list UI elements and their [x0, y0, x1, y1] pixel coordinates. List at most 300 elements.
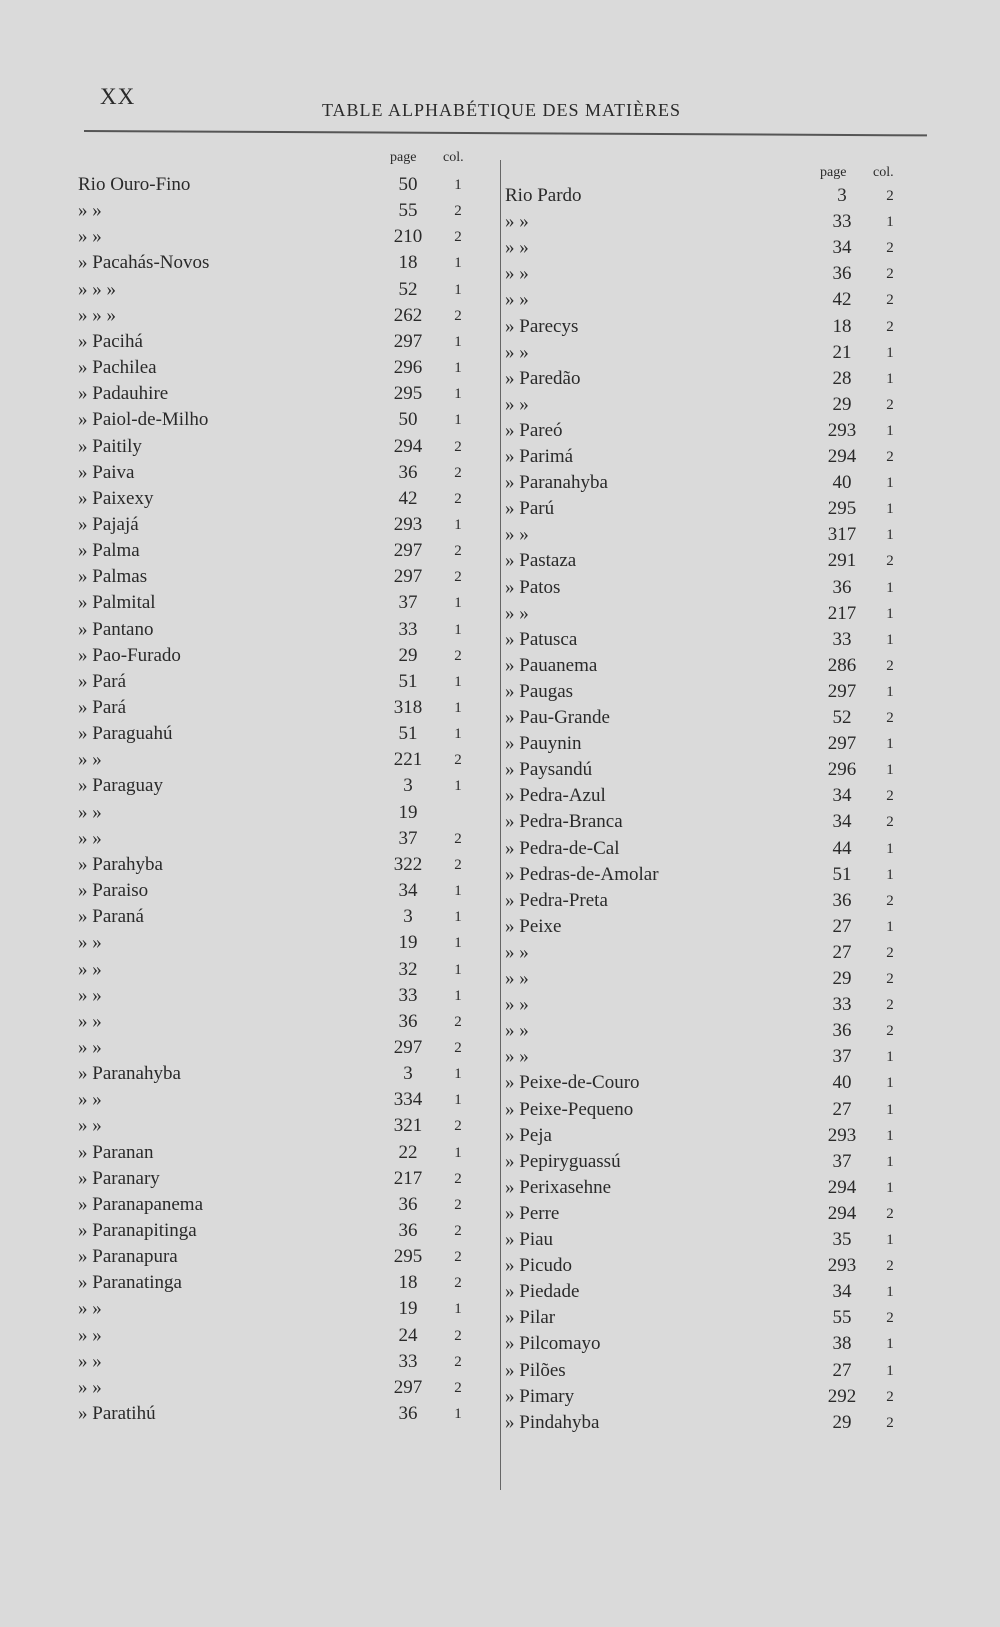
entry-name-text: » Paraná — [78, 906, 148, 927]
entry-col: 1 — [454, 281, 462, 298]
entry-page: 50 — [398, 409, 418, 431]
entry-name — [505, 392, 797, 418]
entry-name — [505, 1227, 797, 1253]
entry-page: 36 — [398, 1403, 418, 1425]
entry-page: 37 — [398, 592, 418, 614]
entry-name — [78, 1140, 358, 1166]
entry-name — [78, 617, 358, 643]
page-title: TABLE ALPHABÉTIQUE DES MATIÈRES — [322, 100, 682, 120]
entry-page: 297 — [393, 540, 423, 562]
entry-col: 2 — [454, 1118, 462, 1135]
entry-page: 322 — [393, 853, 423, 875]
entry-name — [78, 329, 358, 355]
entry-col: 1 — [886, 840, 894, 857]
entry-col: 1 — [886, 762, 894, 779]
entry-page: 44 — [832, 837, 852, 859]
entry-col: 1 — [454, 700, 462, 716]
entry-name-text: » » — [78, 226, 106, 247]
entry-col: 2 — [886, 188, 894, 204]
entry-page: 28 — [832, 367, 852, 389]
entry-col: 2 — [454, 229, 462, 246]
entry-name-text: » Peixe-de-Couro — [505, 1072, 644, 1093]
entry-page: 18 — [398, 1272, 418, 1294]
entry-page: 297 — [827, 680, 857, 702]
entry-page: 296 — [827, 759, 857, 781]
entry-page: 36 — [398, 1220, 418, 1241]
entry-page: 34 — [832, 811, 852, 833]
col-header-label: col. — [873, 165, 894, 180]
entry-col: 1 — [886, 1179, 894, 1196]
entry-name — [78, 773, 358, 799]
entry-page: 52 — [832, 707, 852, 728]
entry-name — [78, 721, 358, 747]
entry-name-text: » » — [505, 237, 533, 258]
entry-col: 1 — [886, 501, 894, 518]
entry-name-text: Rio Ouro-Fino — [78, 174, 194, 195]
entry-col: 2 — [886, 396, 894, 413]
entry-col: 1 — [454, 255, 462, 272]
entry-name-text: » Pauynin — [505, 733, 586, 754]
entry-name — [78, 695, 358, 721]
entry-name — [505, 548, 797, 574]
entry-name — [78, 1009, 358, 1035]
entry-page: 286 — [827, 654, 857, 676]
entry-name — [505, 1149, 797, 1175]
entry-name — [78, 826, 358, 852]
entry-col: 1 — [886, 866, 894, 883]
entry-col: 1 — [454, 987, 462, 1004]
entry-col: 2 — [886, 292, 894, 309]
entry-page: 35 — [832, 1229, 852, 1250]
entry-name-text: » Parecys — [505, 316, 582, 337]
entry-page: 294 — [393, 435, 423, 457]
entry-name — [78, 1113, 358, 1139]
entry-col: 2 — [454, 856, 462, 873]
entry-page: 33 — [398, 984, 418, 1006]
entry-name — [78, 381, 358, 407]
entry-col: 1 — [886, 1232, 894, 1248]
entry-name-text: » » — [78, 1377, 106, 1398]
entry-name-text: » Paranapitinga — [78, 1220, 201, 1241]
entry-page: 27 — [832, 941, 852, 963]
entry-col: 1 — [454, 333, 462, 350]
entry-page: 52 — [398, 278, 418, 300]
entry-page: 33 — [832, 628, 852, 650]
entry-page: 18 — [398, 252, 418, 274]
entry-col: 1 — [454, 1144, 462, 1161]
entry-name-text: » Peixe — [505, 916, 565, 937]
entry-page: 297 — [393, 330, 423, 352]
entry-col: 1 — [886, 683, 894, 700]
entry-page: 36 — [832, 889, 852, 911]
entry-name-text: » Pedra-Preta — [505, 890, 612, 911]
entry-page: 295 — [393, 383, 423, 405]
entry-page: 221 — [393, 749, 423, 771]
entry-name-text: » Paranahyba — [78, 1063, 185, 1084]
entry-name-text: » » — [505, 263, 533, 284]
entry-name — [78, 1375, 358, 1401]
entry-page: 27 — [832, 1098, 852, 1120]
entry-col: 2 — [454, 1327, 462, 1344]
entry-name — [78, 747, 358, 773]
entry-name — [78, 1087, 358, 1113]
entry-page: 27 — [832, 1359, 852, 1381]
entry-name-text: » » — [505, 1046, 533, 1067]
entry-name — [78, 904, 358, 930]
entry-name-text: » » — [78, 1037, 106, 1058]
entry-page: 295 — [827, 498, 857, 520]
entry-col: 1 — [886, 1075, 894, 1092]
entry-page: 34 — [832, 785, 852, 807]
entry-name — [78, 930, 358, 956]
entry-name — [78, 355, 358, 381]
page-header-label: page — [820, 165, 847, 180]
entry-name-text: » Pacahás-Novos — [78, 252, 213, 273]
entry-name — [505, 809, 797, 835]
entry-col: 1 — [454, 621, 462, 638]
entry-name-text: » Pacihá — [78, 331, 147, 352]
entry-name-text: » Pantano — [78, 619, 157, 640]
entry-page: 3 — [403, 775, 413, 797]
entry-page: 51 — [832, 863, 852, 885]
entry-name — [78, 1218, 358, 1244]
entry-name-text: » » — [505, 394, 533, 415]
entry-name — [78, 224, 358, 250]
entry-name-text: » Pareó — [505, 420, 567, 441]
entry-name-text: » Parimá — [505, 446, 577, 467]
entry-name-text: » » — [78, 802, 106, 823]
entry-name — [78, 1035, 358, 1061]
entry-col: 2 — [886, 788, 894, 805]
entry-col: 2 — [886, 814, 894, 831]
header-rule — [84, 130, 927, 136]
entry-name — [78, 172, 358, 198]
entry-name-text: » Pindahyba — [505, 1412, 603, 1433]
entry-name-text: » Pilões — [505, 1360, 570, 1381]
entry-name-text: » » — [78, 1115, 106, 1136]
entry-name — [78, 564, 358, 590]
entry-name — [505, 679, 797, 705]
entry-col: 2 — [454, 1353, 462, 1370]
entry-name — [505, 1097, 797, 1123]
entry-page: 37 — [398, 827, 418, 849]
entry-name-text: » » — [78, 1351, 106, 1372]
entry-name-text: » Paugas — [505, 681, 577, 702]
entry-name — [505, 1175, 797, 1201]
entry-page: 42 — [832, 289, 852, 311]
entry-name-text: » » — [505, 524, 533, 545]
entry-page: 42 — [398, 487, 418, 509]
entry-name — [505, 1305, 797, 1331]
entry-col: 2 — [886, 944, 894, 961]
entry-page: 38 — [832, 1333, 852, 1355]
entry-name — [78, 512, 358, 538]
entry-name-text: » » — [78, 1011, 106, 1032]
entry-name — [78, 669, 358, 695]
entry-name-text: » » — [78, 1325, 106, 1346]
entry-col: 1 — [454, 595, 462, 612]
entry-name-text: » Pedra-Azul — [505, 785, 610, 806]
entry-name — [78, 852, 358, 878]
entry-page: 36 — [832, 1020, 852, 1042]
entry-col: 2 — [454, 1249, 462, 1266]
entry-name — [505, 1044, 797, 1070]
entry-name — [505, 522, 797, 548]
entry-col: 2 — [454, 830, 462, 847]
entry-name — [78, 590, 358, 616]
entry-name-text: » Pedra-de-Cal — [505, 838, 623, 859]
entry-page: 18 — [832, 315, 852, 337]
entry-page: 22 — [398, 1141, 418, 1163]
entry-page: 19 — [398, 1298, 418, 1320]
entry-name — [505, 314, 797, 340]
entry-name-text: » Palma — [78, 540, 144, 561]
entry-col: 1 — [454, 1092, 462, 1109]
entry-col: 2 — [886, 657, 894, 674]
entry-name-text: » Paranary — [78, 1168, 164, 1189]
entry-name-text: » Paiol-de-Milho — [78, 409, 212, 430]
entry-page: 29 — [398, 644, 418, 666]
entry-page: 32 — [398, 958, 418, 980]
entry-page: 55 — [398, 200, 418, 222]
entry-page: 40 — [832, 1072, 852, 1094]
entry-name — [78, 1349, 358, 1375]
entry-name-text: » » — [505, 1020, 533, 1041]
entry-col: 2 — [454, 1039, 462, 1056]
entry-col: 1 — [886, 422, 894, 439]
entry-name-text: » » — [78, 1298, 106, 1319]
entry-name-text: » » — [78, 828, 106, 849]
entry-name-text: » Pepiryguassú — [505, 1151, 625, 1172]
entry-page: 317 — [827, 524, 857, 546]
entry-name — [78, 538, 358, 564]
entry-name — [505, 836, 797, 862]
entry-page: 297 — [393, 1376, 423, 1398]
entry-col: 2 — [454, 1196, 462, 1213]
entry-col: 2 — [454, 307, 462, 324]
entry-page: 217 — [393, 1167, 423, 1189]
entry-name — [78, 643, 358, 669]
entry-name-text: » Paiva — [78, 462, 138, 483]
entry-name-text: Rio Pardo — [505, 185, 586, 206]
entry-col: 1 — [886, 1101, 894, 1118]
entry-col: 2 — [886, 892, 894, 909]
entry-name-text: » » » — [78, 305, 120, 326]
entry-page: 19 — [398, 932, 418, 954]
entry-col: 2 — [454, 752, 462, 769]
entry-col: 1 — [454, 1066, 462, 1083]
entry-name — [505, 1253, 797, 1279]
entry-page: 294 — [827, 1176, 857, 1198]
entry-col: 1 — [454, 726, 462, 743]
entry-page: 217 — [827, 602, 857, 624]
entry-name-text: » Pilcomayo — [505, 1333, 605, 1354]
entry-page: 293 — [827, 1255, 857, 1277]
entry-name-text: » Pedra-Branca — [505, 811, 627, 832]
entry-page: 318 — [393, 697, 423, 718]
entry-page: 33 — [398, 618, 418, 640]
entry-name-text: » » — [505, 968, 533, 989]
entry-name-text: » » — [78, 200, 106, 221]
entry-col: 2 — [454, 543, 462, 560]
entry-col: 1 — [886, 214, 894, 231]
entry-name-text: » » — [505, 289, 533, 310]
entry-name — [78, 1192, 358, 1218]
entry-name-text: » Pimary — [505, 1386, 578, 1407]
entry-name — [78, 1270, 358, 1296]
entry-col: 1 — [454, 673, 462, 690]
entry-col: 2 — [886, 266, 894, 283]
entry-name — [78, 1061, 358, 1087]
entry-name — [505, 653, 797, 679]
entry-name-text: » » — [505, 211, 533, 232]
entry-name-text: » Paranapura — [78, 1246, 182, 1267]
entry-name — [505, 783, 797, 809]
entry-col: 2 — [886, 997, 894, 1014]
entry-name-text: » Pao-Furado — [78, 645, 185, 666]
entry-name — [78, 407, 358, 433]
page-number: XX — [100, 84, 136, 109]
entry-col: 2 — [454, 647, 462, 664]
entry-col: 1 — [454, 386, 462, 403]
entry-col: 1 — [886, 344, 894, 361]
entry-name — [505, 287, 797, 313]
entry-page: 34 — [398, 880, 418, 902]
entry-name — [505, 705, 797, 731]
entry-page: 293 — [827, 1124, 857, 1146]
entry-name-text: » Patusca — [505, 629, 581, 650]
entry-page: 36 — [398, 1010, 418, 1032]
entry-name — [505, 1410, 797, 1436]
entry-col: 1 — [454, 412, 462, 429]
entry-name-text: » Paredão — [505, 368, 584, 389]
entry-col: 2 — [454, 1379, 462, 1396]
entry-name-text: » Perixasehne — [505, 1177, 615, 1198]
entry-name-text: » Picudo — [505, 1255, 576, 1276]
entry-page: 40 — [832, 472, 852, 494]
entry-col: 2 — [454, 1223, 462, 1239]
entry-col: 1 — [886, 1049, 894, 1066]
entry-col: 1 — [886, 1336, 894, 1353]
entry-page: 3 — [403, 906, 413, 928]
entry-col: 1 — [886, 1362, 894, 1379]
page-header-label: page — [390, 150, 417, 165]
entry-name-text: » Paitily — [78, 436, 146, 457]
entry-col: 2 — [886, 1258, 894, 1275]
entry-page: 293 — [393, 513, 423, 535]
entry-col: 1 — [454, 909, 462, 926]
entry-page: 33 — [832, 994, 852, 1016]
entry-name-text: » » — [78, 959, 106, 980]
entry-name-text: » » — [78, 985, 106, 1006]
entry-page: 296 — [393, 357, 423, 379]
entry-name — [78, 460, 358, 486]
entry-page: 19 — [398, 801, 418, 823]
entry-col: 2 — [886, 1310, 894, 1327]
entry-page: 29 — [832, 968, 852, 989]
entry-name — [505, 418, 797, 444]
entry-name — [78, 957, 358, 983]
entry-col: 1 — [886, 1153, 894, 1170]
entry-name-text: » Peixe-Pequeno — [505, 1099, 637, 1120]
entry-name — [505, 340, 797, 366]
entry-page: 33 — [832, 211, 852, 233]
entry-name — [505, 1358, 797, 1384]
entry-name-text: » Parú — [505, 498, 558, 519]
entry-col: 2 — [454, 490, 462, 507]
entry-name — [505, 1384, 797, 1410]
entry-name — [78, 800, 358, 826]
entry-page: 294 — [827, 1202, 857, 1224]
entry-page: 51 — [398, 723, 418, 745]
entry-col: 2 — [886, 1023, 894, 1040]
entry-name-text: » Paranatinga — [78, 1272, 186, 1293]
entry-page: 29 — [832, 1411, 852, 1433]
col-header-label: col. — [443, 150, 464, 165]
entry-col: 1 — [886, 1284, 894, 1301]
entry-col: 1 — [454, 883, 462, 900]
entry-name-text: » Pará — [78, 697, 130, 718]
entry-name — [78, 878, 358, 904]
entry-name — [505, 862, 797, 888]
entry-name — [505, 627, 797, 653]
entry-name-text: » Paraguay — [78, 775, 167, 796]
entry-page: 36 — [832, 576, 852, 598]
entry-name-text: » Pilar — [505, 1307, 559, 1328]
entry-name — [505, 914, 797, 940]
entry-name-text: » Patos — [505, 577, 564, 598]
column-divider — [500, 160, 501, 1490]
entry-page: 51 — [398, 670, 418, 692]
entry-page: 293 — [827, 419, 857, 441]
entry-page: 291 — [827, 550, 857, 572]
entry-col: 2 — [454, 438, 462, 455]
entry-col: 1 — [454, 1301, 462, 1318]
entry-name-text: » Parahyba — [78, 854, 167, 875]
entry-col: 2 — [886, 449, 894, 465]
entry-name-text: » Paysandú — [505, 759, 596, 780]
entry-name — [505, 470, 797, 496]
entry-col: 2 — [454, 1170, 462, 1187]
entry-page: 27 — [832, 915, 852, 937]
entry-col: 1 — [454, 516, 462, 533]
entry-page: 37 — [832, 1150, 852, 1172]
entry-name — [505, 1279, 797, 1305]
entry-name — [505, 1331, 797, 1357]
entry-name-text: » » » — [78, 279, 120, 300]
entry-page: 36 — [832, 263, 852, 285]
entry-name — [505, 1018, 797, 1044]
entry-name — [78, 1166, 358, 1192]
entry-name — [505, 731, 797, 757]
entry-page: 37 — [832, 1046, 852, 1068]
entry-col: 1 — [454, 935, 462, 952]
entry-col: 2 — [886, 240, 894, 257]
entry-col: 1 — [886, 631, 894, 648]
entry-name-text: » Paratihú — [78, 1403, 160, 1424]
entry-page: 262 — [393, 304, 423, 326]
entry-name-text: » » — [505, 994, 533, 1015]
entry-name-text: » Perre — [505, 1203, 563, 1224]
entry-name — [78, 1296, 358, 1322]
entry-col: 2 — [886, 1388, 894, 1405]
entry-name — [505, 966, 797, 992]
entry-name — [78, 983, 358, 1009]
entry-name — [505, 209, 797, 235]
entry-name — [505, 183, 797, 209]
entry-name-text: » Peja — [505, 1125, 556, 1146]
entry-page: 29 — [832, 393, 852, 415]
